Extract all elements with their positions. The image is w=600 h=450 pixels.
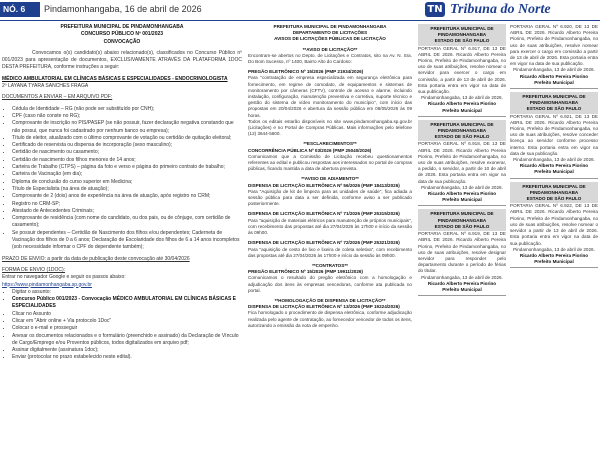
- list-item: • Certidão de nascimento dos filhos menores de 14 anos;: [12, 157, 242, 164]
- notice-role: Prefeito Municipal: [534, 169, 574, 175]
- forma-text: Entrar no navegador Google e seguir os passos abaixo:: [2, 274, 126, 281]
- notice-text: Para "Aquisição de kit de limpeza para as unidades de saúde", fica adiada a sessão pública para data a ser definida, conforme aviso a ser publicado posteriormente.: [248, 188, 412, 207]
- list-item: • Certificado de reservista ou dispensa de incorporação (sexo masculino);: [12, 142, 242, 149]
- column-portarias-b: [510, 24, 598, 448]
- notice-text: Comunicamos que a Comissão de Licitação recebeu questionamentos referentes ao edital e publicou respostas aos interessados no portal de compras públicas, ficando mantida a data de abertura prevista.: [248, 153, 412, 172]
- notice-heading: PREGÃO ELETRÔNICO Nº 15/2026 (PMP 21934/2026): [248, 69, 364, 75]
- notice-text: Todos os editais estarão disponíveis no site www.pindamonhangaba.sp.gov.br (Licitações) e no Portal de Compras Públicas. Mais informações pelo telefone (12) 3644-5600.: [248, 118, 412, 137]
- notice-title: PREFEITURA MUNICIPAL DE PINDAMONHANGABA: [430, 121, 494, 134]
- page-header: [0, 0, 600, 20]
- list-item: • Enviar (protocolar no prazo estabelecido neste edital).: [12, 354, 242, 361]
- portaria-notice: [418, 120, 506, 207]
- notice-title: PREFEITURA MUNICIPAL DE PINDAMONHANGABA: [522, 94, 586, 106]
- list-item: • Cédula de Identidade – RG (não pode ser substituído por CNH);: [12, 106, 242, 113]
- portaria-notice: [418, 209, 506, 296]
- notice-title: PREFEITURA MUNICIPAL DE PINDAMONHANGABA: [430, 26, 494, 38]
- portaria-notice: [510, 24, 598, 89]
- docs-list: [2, 106, 242, 252]
- notice-text: Para "aquisição de materiais elétricos para manutenção de próprios municipais", com recebimento das propostas até dia 27/04/2026 às 17h00 e início da sessão às 09h00.: [248, 217, 412, 236]
- column-concurso: [2, 24, 242, 448]
- notice-place: Pindamonhangaba, 13 de abril de 2026.: [421, 274, 503, 280]
- notice-role: Prefeito Municipal: [442, 197, 482, 203]
- list-item: • Clicar no Assunto: [12, 311, 242, 318]
- notice-text: PORTARIA GERAL Nº 6.918, DE 13 DE ABRIL DE 2026. Ricardo Alberto Pereira Piorino, Prefeito de Pindamonhangaba, no uso de suas atribuições, resolve exonerar, a pedido, o servidor, a partir de 10 de abril de 2026. Esta portaria entra em vigor na data de sua publicação.: [418, 141, 506, 184]
- notice-text: Fica homologado o procedimento de dispensa eletrônica, conforme adjudicação realizada pelo agente de contratação, ao fornecedor vencedor de todos os itens, autorizando a emissão da nota de empenho.: [248, 310, 412, 328]
- notice-text: PORTARIA GERAL Nº 6.922, DE 13 DE ABRIL DE 2026. Ricardo Alberto Pereira Piorino, Prefeito de Pindamonhangaba, no uso de suas atribuições, resolve nomear o servidor a partir de 13 de abril de 2026. Esta portaria entra em vigor na data de sua publicação.: [510, 203, 598, 246]
- notice-signature: Ricardo Alberto Pereira Piorino: [519, 252, 589, 258]
- edition-info: Pindamonhangaba, 16 de abril de 2026: [44, 4, 202, 14]
- list-item: • Digitar o assunto:: [12, 289, 242, 296]
- notice-text: PORTARIA GERAL Nº 6.917, DE 13 DE ABRIL DE 2026. Ricardo Alberto Pereira Piorino, Prefeito de Pindamonhangaba, no uso de suas atribuições, resolve nomear o servidor para exercer o cargo em comissão, a partir de 13 de abril de 2026. Esta portaria entra em vigor na data de sua publicação.: [418, 45, 506, 95]
- newspaper-logo: [425, 1, 600, 18]
- notice-heading: DISPENSA DE LICITAÇÃO ELETRÔNICA Nº 72/2026 (PMP 25321/2026): [248, 240, 400, 246]
- section-heading: **CONTRATOS**: [312, 262, 348, 268]
- notice-signature: Ricardo Alberto Pereira Piorino: [427, 191, 497, 197]
- notice-subtitle: ESTADO DE SÃO PAULO: [526, 196, 582, 202]
- docs-heading: DOCUMENTOS A ENVIAR – EM ARQUIVO PDF:: [2, 94, 113, 101]
- page-number-tab: NÓ. 6: [0, 2, 40, 17]
- concurso-number: CONCURSO PÚBLICO Nº 001/2023: [80, 31, 164, 38]
- notice-place: Pindamonhangaba, 13 de abril de 2026.: [513, 157, 595, 163]
- notice-subtitle: ESTADO DE SÃO PAULO: [434, 223, 490, 229]
- section-heading: **AVISO DE LICITAÇÃO**: [302, 46, 358, 52]
- notice-heading: DISPENSA DE LICITAÇÃO ELETRÔNICA Nº 71/2026 (PMP 25315/2026): [248, 211, 400, 217]
- logo-badge: TN: [425, 2, 445, 17]
- notice-text: Para "contratação de empresa especializada em segurança eletrônica para fornecimento, em regime de comodato, de equipamentos e sistemas de monitoramento por câmeras (CFTV), controle de acesso e alarme, incluindo instalação, configuração, manutenção preventiva e corretiva, suporte técnico e gestão do sistema de vídeo monitoramento do município", com início das propostas em 20/04/2026 e abertura da sessão pública em 08/05/2026 às 09 horas.: [248, 75, 412, 118]
- concurso-intro: Convocamos o(s) candidato(s) abaixo relacionado(s), classificados no Concurso Público nº 001/2023 para apresentação de documentos, EXCLUSIVAMENTE ATRAVÉS DA PLATAFORMA 1DOC DESTA PREFEITURA, conforme instruções a seguir:: [2, 49, 242, 71]
- portaria-notice: [510, 182, 598, 269]
- notice-heading: DISPENSA DE LICITAÇÃO ELETRÔNICA Nº 56/2026 (PMP 18413/2026): [248, 182, 400, 188]
- notice-signature: Ricardo Alberto Pereira Piorino: [427, 101, 497, 107]
- prazo-line: PRAZO DE ENVIO: a partir da data de publicação deste convocação até 30/04/2026: [2, 255, 190, 262]
- notice-subtitle: ESTADO DE SÃO PAULO: [434, 134, 490, 140]
- list-item: • Carteira de Vacinação (em dia);: [12, 171, 242, 178]
- list-item: • CPF (caso não conste no RG);: [12, 113, 242, 120]
- notice-place: Pindamonhangaba, 13 de abril de 2026.: [421, 95, 503, 101]
- list-item: • Comprovante de 2 (dois) anos de experiência na área de atuação, após registro no CRM;: [12, 193, 242, 200]
- steps-list: [2, 289, 242, 362]
- portal-link[interactable]: https://www.pindamonhangaba.sp.gov.br: [2, 281, 92, 288]
- notice-signature: Ricardo Alberto Pereira Piorino: [519, 73, 589, 79]
- header-rule: [0, 20, 600, 21]
- notice-heading: PREGÃO ELETRÔNICO Nº 15/2026 (PMP 19911/2026): [248, 269, 363, 275]
- list-item: • Colocar o e-mail e prosseguir: [12, 325, 242, 332]
- licitacoes-dept: DEPARTAMENTO DE LICITAÇÕES: [292, 30, 368, 36]
- licitacoes-subtitle: AVISOS DE LICITAÇÕES PÚBLICAS DE LICITAÇÃO: [274, 36, 386, 42]
- list-item: • Carteira de Trabalho (CTPS) – página da foto e verso e página do primeiro contrato de trabalho;: [12, 164, 242, 171]
- notice-signature: Ricardo Alberto Pereira Piorino: [519, 163, 589, 169]
- licitacoes-title: PREFEITURA MUNICIPAL DE PINDAMONHANGABA: [273, 24, 387, 29]
- column-licitacoes: [248, 24, 412, 448]
- notice-title: PREFEITURA MUNICIPAL DE PINDAMONHANGABA: [430, 211, 494, 223]
- notice-heading: DISPENSA DE LICITAÇÃO ELETRÔNICA Nº 13/2026 (PMP 19224/2026): [248, 304, 400, 310]
- list-item: • Título de eleitor, atualizado com o último comprovante de votação ou certidão de quitação eleitoral;: [12, 135, 242, 142]
- concurso-cargo: MÉDICO AMBULATORIAL EM CLÍNICAS BÁSICAS E ESPECIALIDADES - ENDOCRINOLOGISTA: [2, 75, 228, 82]
- list-item: • Clicar em "Abrir online + Via protocolo 1Doc": [12, 318, 242, 325]
- notice-role: Prefeito Municipal: [442, 286, 482, 292]
- list-item: • Certidão de nascimento ou casamento;: [12, 149, 242, 156]
- notice-text: PORTARIA GERAL Nº 6.919, DE 13 DE ABRIL DE 2026. Ricardo Alberto Pereira Piorino, Prefeito de Pindamonhangaba, no uso de suas atribuições, resolve designar servidor para responder pelo departamento durante o período de férias do titular.: [418, 231, 506, 274]
- notice-signature: Ricardo Alberto Pereira Piorino: [427, 280, 497, 286]
- forma-heading: FORMA DE ENVIO (1DOC):: [2, 266, 66, 273]
- notice-title: PREFEITURA MUNICIPAL DE PINDAMONHANGABA: [522, 183, 586, 195]
- concurso-title: PREFEITURA MUNICIPAL DE PINDAMONHANGABA: [60, 24, 184, 30]
- notice-role: Prefeito Municipal: [534, 79, 574, 85]
- portaria-notice: [418, 24, 506, 117]
- notice-text: Comunicamos o resultado do pregão eletrônico com a homologação e adjudicação dos itens às empresas vencedoras, conforme ata publicada no portal.: [248, 275, 412, 293]
- notice-place: Pindamonhangaba, 13 de abril de 2026.: [421, 184, 503, 190]
- concurso-type: CONVOCAÇÃO: [103, 38, 141, 45]
- notice-text: PORTARIA GERAL Nº 6.921, DE 13 DE ABRIL DE 2026. Ricardo Alberto Pereira Piorino, Prefeito de Pindamonhangaba, no uso de suas atribuições, resolve conceder licença ao servidor conforme processo interno. Esta portaria entra em vigor na data de sua publicação.: [510, 113, 598, 156]
- list-item: • Título de Especialista (na área de atuação);: [12, 186, 242, 193]
- notice-role: Prefeito Municipal: [442, 107, 482, 113]
- notice-subtitle: ESTADO DE SÃO PAULO: [526, 106, 582, 112]
- list-item: • Assinar digitalmente (assinatura 1doc);: [12, 347, 242, 354]
- concurso-candidate: 2º LAYANA TYARA SANCHES FRAGA: [2, 83, 89, 90]
- notice-place: Pindamonhangaba, 13 de abril de 2026.: [513, 246, 595, 252]
- list-item: • Atestado de Antecedentes Criminais;: [12, 208, 242, 215]
- section-heading: **HOMOLOGAÇÃO DE DISPENSA DE LICITAÇÃO**: [274, 297, 386, 303]
- portaria-notice: [510, 92, 598, 179]
- notice-role: Prefeito Municipal: [534, 259, 574, 265]
- list-item: • Diploma de conclusão do curso superior em Medicina;: [12, 179, 242, 186]
- section-heading: **ESCLARECIMENTOS**: [303, 141, 357, 147]
- list-item: • Comprovante de residência (com nome do candidato, ou dos pais, ou de cônjuge, com certidão de casamento);: [12, 215, 242, 230]
- section-heading: **AVISO DE ADIAMENTO**: [301, 176, 359, 182]
- logo-name: Tribuna do Norte: [450, 2, 551, 17]
- notice-text: Para "aquisição de cesto de lixo e lixeira de coleta seletiva", com recebimento das propostas até dia 27/04/2026 às 17h00 e início da sessão às 09h00.: [248, 246, 412, 258]
- list-item: • Se possuir dependentes – Certidão de Nascimento dos filhos e/ou dependentes; Caderneta de Vacinação dos filhos de 0 a 6 anos; Declaração de Escolaridade dos filhos de 6 a 14 anos incompletos (sob necessidade informar o CPF do dependente também);: [12, 230, 242, 252]
- notice-text: PORTARIA GERAL Nº 6.920, DE 13 DE ABRIL DE 2026. Ricardo Alberto Pereira Piorino, Prefeito de Pindamonhangaba, no uso de suas atribuições, resolve nomear para exercer o cargo em comissão a partir de 13 de abril de 2026. Esta portaria entra em vigor na data de sua publicação.: [510, 24, 598, 67]
- list-item: • Concurso Público 001/2023 - Convocação MÉDICO AMBULATORIAL EM CLÍNICAS BÁSICAS E ESPECIALIDADES: [12, 296, 242, 311]
- notice-heading: CONCORRÊNCIA PÚBLICA Nº 03/2026 (PMP 25040/2026): [248, 147, 372, 153]
- column-portarias-a: [418, 24, 506, 448]
- notice-place: Pindamonhangaba, 13 de abril de 2026.: [513, 67, 595, 73]
- list-item: • Comprovante de inscrição no PIS/PASEP (se não possuir, fazer declaração negativa constando que não possui, que nunca foi cadastrado por nenhum banco ou empresa);: [12, 120, 242, 135]
- list-item: • Registro no CRM-SP;: [12, 201, 242, 208]
- notice-subtitle: ESTADO DE SÃO PAULO: [434, 38, 490, 44]
- section-text: Encontram-se abertos no Depto. de Licitações e Contratos, sito na Av. N. Sra. Do Bom Sucesso, nº 1400, Bairro Alto do Cardoso:: [248, 52, 412, 65]
- list-item: • Anexar os documentos relacionados e o formulário (preenchido e assinado) da Declaração de Vínculo de Cargo/Emprego e/ou Proventos públicos, todos digitalizados em arquivo pdf;: [12, 333, 242, 348]
